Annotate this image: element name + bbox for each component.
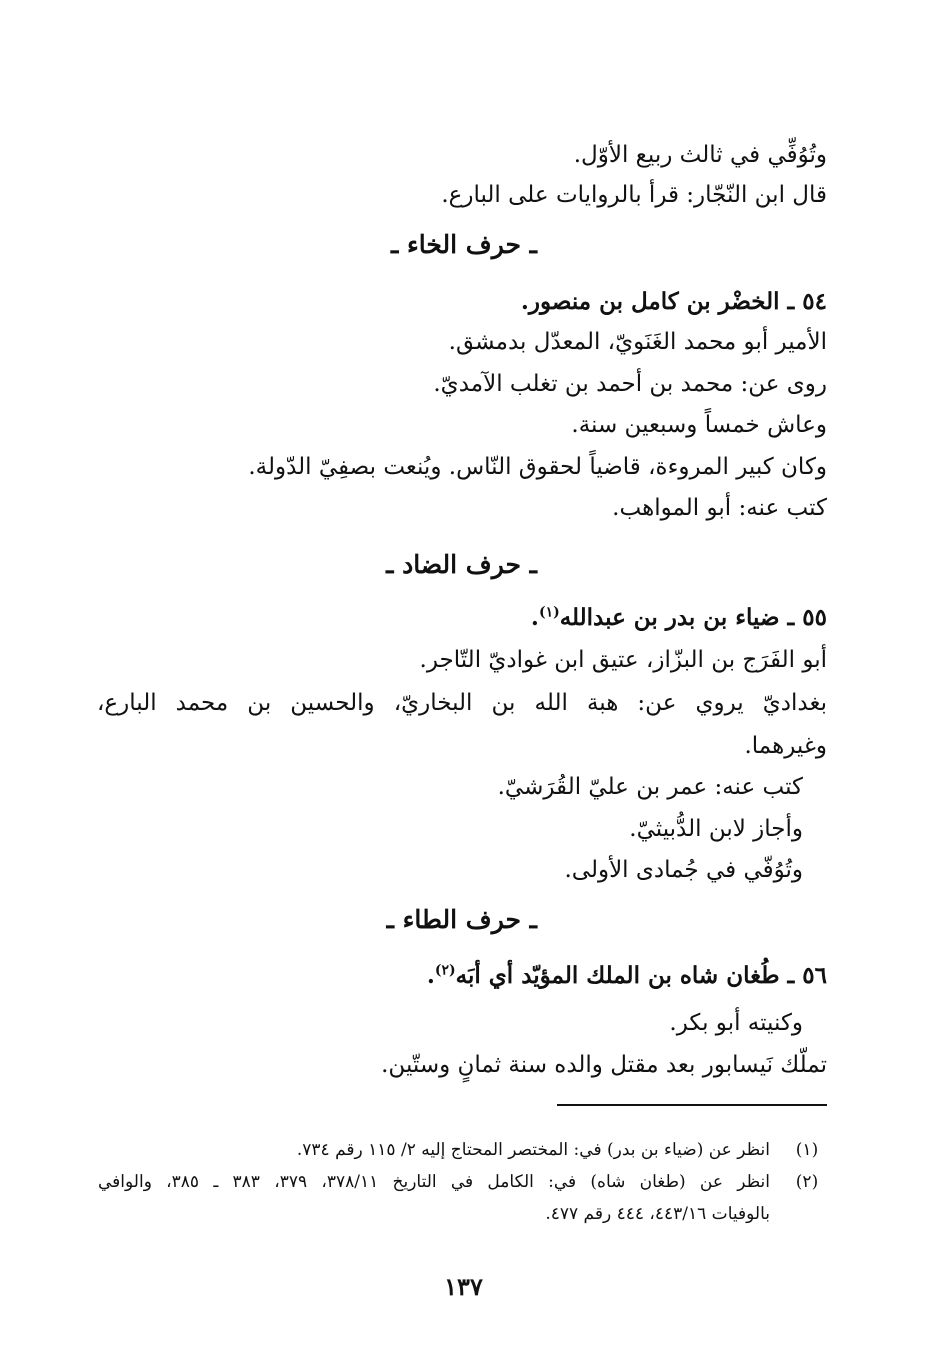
text-line: تملّك نَيسابور بعد مقتل والده سنة ثمانٍ وستّين. [381, 1052, 827, 1078]
section-heading-daad: ـ حرف الضاد ـ [386, 550, 537, 579]
text-line: وأجاز لابن الدُّبيثيّ. [629, 816, 803, 842]
text-line: الأمير أبو محمد الغَنَويّ، المعدّل بدمشق. [448, 329, 827, 355]
text-line: كتب عنه: عمر بن عليّ القُرَشيّ. [497, 774, 803, 800]
entry-title-text: ٥٥ ـ ضياء بن بدر بن عبدالله [559, 604, 827, 631]
text-line: وكنيته أبو بكر. [669, 1010, 803, 1036]
text-line: وغيرهما. [744, 733, 827, 759]
footnote-reference: (٢) [434, 962, 456, 979]
footnote-number: (١) [795, 1140, 819, 1160]
entry-title-end: . [530, 604, 539, 631]
text-line: وتُوُفِّي في ثالث ربيع الأوّل. [573, 142, 827, 168]
entry-title-text: ٥٦ ـ طُغان شاه بن الملك المؤيّد أي أبَه [455, 962, 827, 989]
page-number: ١٣٧ [444, 1272, 483, 1301]
footnote-text: بالوفيات ٤٤٣/١٦، ٤٤٤ رقم ٤٧٧. [545, 1204, 770, 1224]
entry-55-title [531, 603, 827, 633]
section-heading-taa: ـ حرف الطاء ـ [386, 905, 537, 934]
footnote-text: انظر عن (ضياء بن بدر) في: المختصر المحتاج إليه ٢/ ١١٥ رقم ٧٣٤. [296, 1140, 770, 1160]
entry-56-title [427, 961, 827, 991]
footnote-text-justified: انظر عن (طغان شاه) في: الكامل في التاريخ ٣٧٨/١١، ٣٧٩، ٣٨٣ ـ ٣٨٥، والوافي [98, 1172, 771, 1192]
footnote-separator [557, 1104, 827, 1106]
text-line: روى عن: محمد بن أحمد بن تغلب الآمديّ. [433, 371, 827, 397]
text-line-justified: بغداديّ يروي عن: هبة الله بن البخاريّ، والحسين بن محمد البارع، [97, 690, 827, 716]
text-line: وتُوُفّي في جُمادى الأولى. [564, 857, 803, 883]
text-line: وعاش خمساً وسبعين سنة. [571, 412, 827, 438]
entry-54-title: ٥٤ ـ الخضْر بن كامل بن منصور. [520, 288, 827, 315]
footnote-reference: (١) [538, 604, 560, 621]
entry-title-end: . [426, 962, 435, 989]
text-line: أبو الفَرَج بن البزّاز، عتيق ابن غواديّ التّاجر. [419, 647, 827, 673]
section-heading-khaa: ـ حرف الخاء ـ [391, 230, 537, 259]
text-line: وكان كبير المروءة، قاضياً لحقوق النّاس. ويُنعت بصفِيّ الدّولة. [248, 454, 827, 480]
text-line: قال ابن النّجّار: قرأ بالروايات على البارع. [441, 182, 827, 208]
footnote-number: (٢) [795, 1172, 819, 1192]
text-line: كتب عنه: أبو المواهب. [612, 495, 827, 521]
